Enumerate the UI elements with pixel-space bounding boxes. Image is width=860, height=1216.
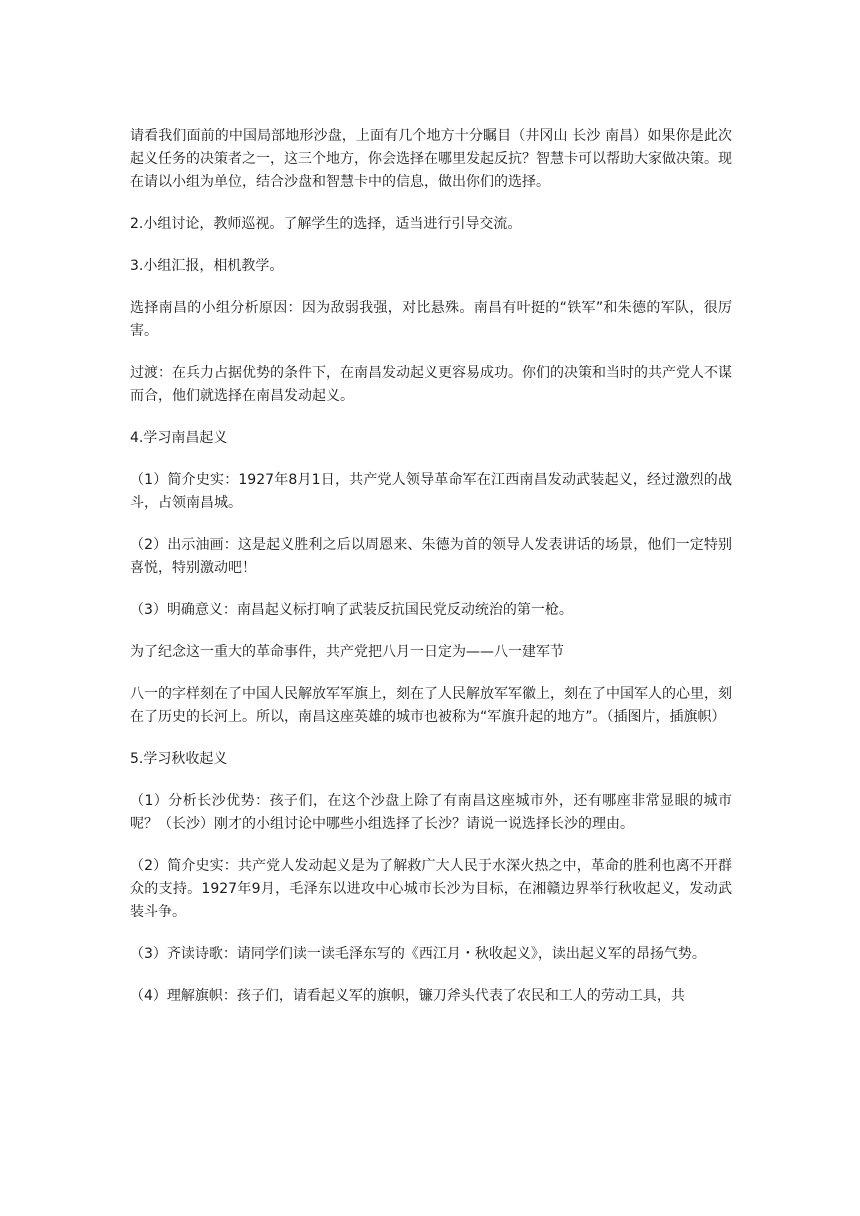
paragraph-transition: 过渡：在兵力占据优势的条件下，在南昌发动起义更容易成功。你们的决策和当时的共产党人不谋而合，他们就选择在南昌发动起义。 (130, 365, 732, 404)
paragraph-step-3: 3.小组汇报，相机教学。 (130, 258, 284, 274)
paragraph-oil-painting: （2）出示油画：这是起义胜利之后以周恩来、朱德为首的领导人发表讲话的场景，他们一定特别喜悦，特别激动吧！ (130, 537, 732, 576)
heading-step-4: 4.学习南昌起义 (130, 430, 228, 446)
heading-step-5: 5.学习秋收起义 (130, 751, 228, 767)
paragraph-bayi-flag: 八一的字样刻在了中国人民解放军军旗上，刻在了人民解放军军徽上，刻在了中国军人的心里，刻在了历史的长河上。所以，南昌这座英雄的城市也被称为“军旗升起的地方”。（插图片，插旗帜） (130, 686, 732, 725)
paragraph-step-2: 2.小组讨论，教师巡视。了解学生的选择，适当进行引导交流。 (130, 216, 522, 232)
paragraph-significance: （3）明确意义：南昌起义标打响了武装反抗国民党反动统治的第一枪。 (130, 602, 573, 618)
document-page (130, 125, 732, 1027)
paragraph-history-facts: （1）简介史实：1927年8月1日，共产党人领导革命军在江西南昌发动武装起义，经过激烈的战斗，占领南昌城。 (130, 472, 732, 511)
paragraph-army-day: 为了纪念这一重大的革命事件，共产党把八月一日定为——八一建军节 (130, 644, 564, 660)
paragraph-autumn-harvest-facts: （2）简介史实：共产党人发动起义是为了解救广大人民于水深火热之中，革命的胜利也离不开群众的支持。1927年9月，毛泽东以进攻中心城市长沙为目标，在湘赣边界举行秋收起义，发动武装斗争。 (130, 858, 732, 920)
paragraph-flag-meaning: （4）理解旗帜：孩子们，请看起义军的旗帜，镰刀斧头代表了农民和工人的劳动工具，共 (130, 988, 685, 1004)
paragraph-nanchang-reason: 选择南昌的小组分析原因：因为敌弱我强，对比悬殊。南昌有叶挺的“铁军”和朱德的军队，很厉害。 (130, 300, 732, 339)
paragraph-poem-reading: （3）齐读诗歌：请同学们读一读毛泽东写的《西江月・秋收起义》，读出起义军的昂扬气势。 (130, 946, 706, 962)
paragraph-changsha-advantage: （1）分析长沙优势：孩子们，在这个沙盘上除了有南昌这座城市外，还有哪座非常显眼的城市呢？（长沙）刚才的小组讨论中哪些小组选择了长沙？请说一说选择长沙的理由。 (130, 793, 732, 832)
paragraph-intro: 请看我们面前的中国局部地形沙盘，上面有几个地方十分瞩目（井冈山 长沙 南昌）如果你是此次起义任务的决策者之一，这三个地方，你会选择在哪里发起反抗？智慧卡可以帮助大家做决策。现在请以小组为单位，结合沙盘和智慧卡中的信息，做出你们的选择。 (130, 128, 732, 190)
